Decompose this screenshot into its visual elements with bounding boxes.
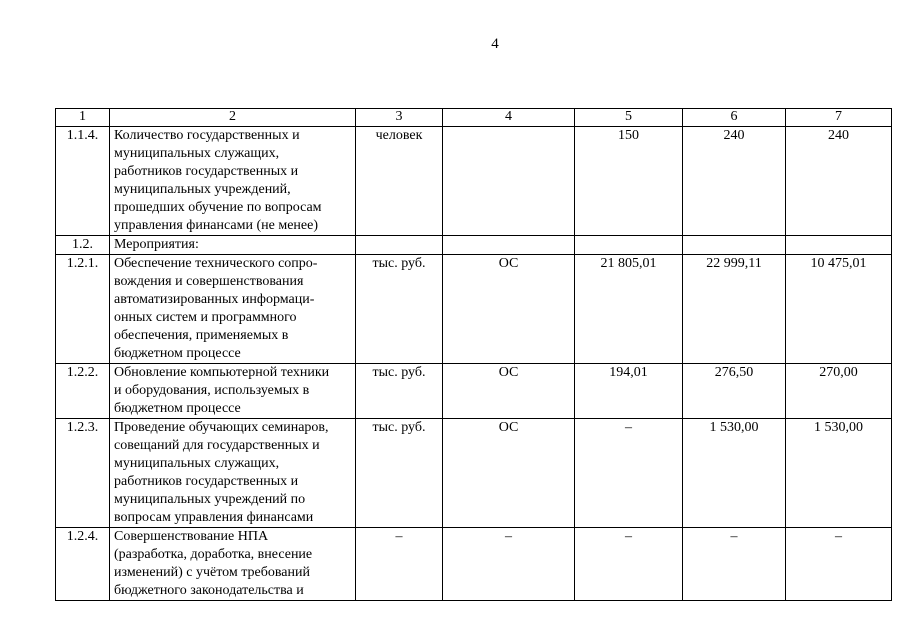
source-cell: ОС	[443, 364, 575, 419]
description-line: вождения и совершенствования	[114, 274, 304, 289]
description-line: и оборудования, используемых в	[114, 383, 310, 398]
source-cell: ОС	[443, 255, 575, 364]
unit-cell: тыс. руб.	[356, 364, 443, 419]
table-row	[56, 127, 892, 236]
table-row	[56, 419, 892, 528]
description-line: (разработка, доработка, внесение	[114, 547, 313, 562]
description-line: совещаний для государственных и	[114, 438, 320, 453]
value-cell-6: 240	[683, 127, 786, 236]
row-number: 1.2.	[56, 236, 110, 255]
value-cell-5: 21 805,01	[575, 255, 683, 364]
row-number: 1.2.3.	[56, 419, 110, 528]
source-cell	[443, 127, 575, 236]
table-row	[56, 255, 892, 364]
column-header: 5	[575, 109, 683, 127]
description-line: муниципальных учреждений,	[114, 182, 291, 197]
source-cell: ОС	[443, 419, 575, 528]
table-row	[56, 528, 892, 601]
unit-cell	[356, 236, 443, 255]
description-line: Количество государственных и	[114, 128, 300, 143]
table-row	[56, 364, 892, 419]
source-cell: –	[443, 528, 575, 601]
description-line: муниципальных учреждений по	[114, 492, 306, 507]
description-line: работников государственных и	[114, 474, 299, 489]
table-row	[56, 236, 892, 255]
value-cell-7	[786, 236, 892, 255]
value-cell-5: –	[575, 419, 683, 528]
value-cell-5: 194,01	[575, 364, 683, 419]
value-cell-5	[575, 236, 683, 255]
row-description	[110, 419, 356, 528]
page-number: 4	[491, 36, 499, 52]
value-cell-6: 22 999,11	[683, 255, 786, 364]
column-header: 2	[110, 109, 356, 127]
description-line: Мероприятия:	[114, 237, 199, 252]
description-line: вопросам управления финансами	[114, 510, 314, 525]
value-cell-7: 1 530,00	[786, 419, 892, 528]
description-line: онных систем и программного	[114, 310, 297, 325]
value-cell-7: –	[786, 528, 892, 601]
description-line: муниципальных служащих,	[114, 146, 280, 161]
description-line: Проведение обучающих семинаров,	[114, 420, 329, 435]
value-cell-6: 1 530,00	[683, 419, 786, 528]
row-number: 1.1.4.	[56, 127, 110, 236]
description-line: управления финансами (не менее)	[114, 218, 318, 233]
table-header-row	[56, 109, 892, 127]
description-line: обеспечения, применяемых в	[114, 328, 289, 343]
row-description	[110, 255, 356, 364]
value-cell-6: –	[683, 528, 786, 601]
unit-cell: тыс. руб.	[356, 419, 443, 528]
description-line: изменений) с учётом требований	[114, 565, 310, 580]
value-cell-7: 240	[786, 127, 892, 236]
value-cell-5: –	[575, 528, 683, 601]
column-header: 7	[786, 109, 892, 127]
value-cell-7: 270,00	[786, 364, 892, 419]
row-number: 1.2.4.	[56, 528, 110, 601]
row-description	[110, 127, 356, 236]
unit-cell: тыс. руб.	[356, 255, 443, 364]
row-number: 1.2.1.	[56, 255, 110, 364]
description-line: Обновление компьютерной техники	[114, 365, 330, 380]
description-line: работников государственных и	[114, 164, 299, 179]
source-cell	[443, 236, 575, 255]
unit-cell: –	[356, 528, 443, 601]
description-line: бюджетном процессе	[114, 346, 241, 361]
value-cell-5: 150	[575, 127, 683, 236]
description-line: Совершенствование НПА	[114, 529, 269, 544]
column-header: 1	[56, 109, 110, 127]
description-line: Обеспечение технического сопро-	[114, 256, 318, 271]
row-description	[110, 528, 356, 601]
description-line: бюджетного законодательства и	[114, 583, 304, 598]
row-description	[110, 236, 356, 255]
column-header: 4	[443, 109, 575, 127]
value-cell-7: 10 475,01	[786, 255, 892, 364]
column-header: 3	[356, 109, 443, 127]
description-line: автоматизированных информаци-	[114, 292, 315, 307]
description-line: бюджетном процессе	[114, 401, 241, 416]
column-header: 6	[683, 109, 786, 127]
unit-cell: человек	[356, 127, 443, 236]
value-cell-6: 276,50	[683, 364, 786, 419]
row-number: 1.2.2.	[56, 364, 110, 419]
description-line: прошедших обучение по вопросам	[114, 200, 322, 215]
row-description	[110, 364, 356, 419]
value-cell-6	[683, 236, 786, 255]
description-line: муниципальных служащих,	[114, 456, 280, 471]
indicators-table	[55, 108, 892, 601]
